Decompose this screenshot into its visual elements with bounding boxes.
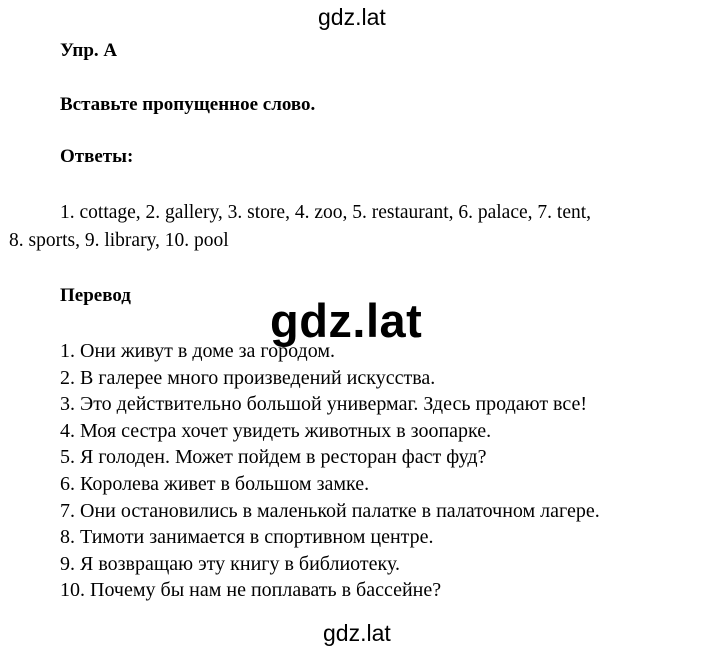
translation-item: 1. Они живут в доме за городом. xyxy=(60,340,335,362)
translation-item: 5. Я голоден. Может пойдем в ресторан фаст фуд? xyxy=(60,446,487,469)
translation-item: 8. Тимоти занимается в спортивном центре. xyxy=(60,526,434,549)
watermark-top: gdz.lat xyxy=(318,4,386,30)
translation-item: 9. Я возвращаю эту книгу в библиотеку. xyxy=(60,552,400,575)
answers-line-1: 1. cottage, 2. gallery, 3. store, 4. zoo, 5. restaurant, 6. palace, 7. tent, xyxy=(60,202,592,223)
exercise-title: Упр. А xyxy=(60,40,118,61)
translation-list xyxy=(60,338,600,604)
exercise-instruction: Вставьте пропущенное слово. xyxy=(60,94,316,115)
translation-item: 3. Это действительно большой универмаг. Здесь продают все! xyxy=(60,393,588,416)
watermark-bottom: gdz.lat xyxy=(323,620,391,646)
watermark-middle: gdz.lat xyxy=(270,294,423,347)
translation-item: 2. В галерее много произведений искусства. xyxy=(60,366,436,389)
translation-item: 6. Королева живет в большом замке. xyxy=(60,472,370,495)
translation-item: 10. Почему бы нам не поплавать в бассейне? xyxy=(60,579,442,602)
translation-heading: Перевод xyxy=(60,285,131,306)
translation-item: 7. Они остановились в маленькой палатке в палаточном лагере. xyxy=(60,499,600,522)
answers-heading: Ответы: xyxy=(60,146,134,167)
answers-line-2: 8. sports, 9. library, 10. pool xyxy=(9,230,229,251)
translation-item: 4. Моя сестра хочет увидеть животных в зоопарке. xyxy=(60,419,492,442)
